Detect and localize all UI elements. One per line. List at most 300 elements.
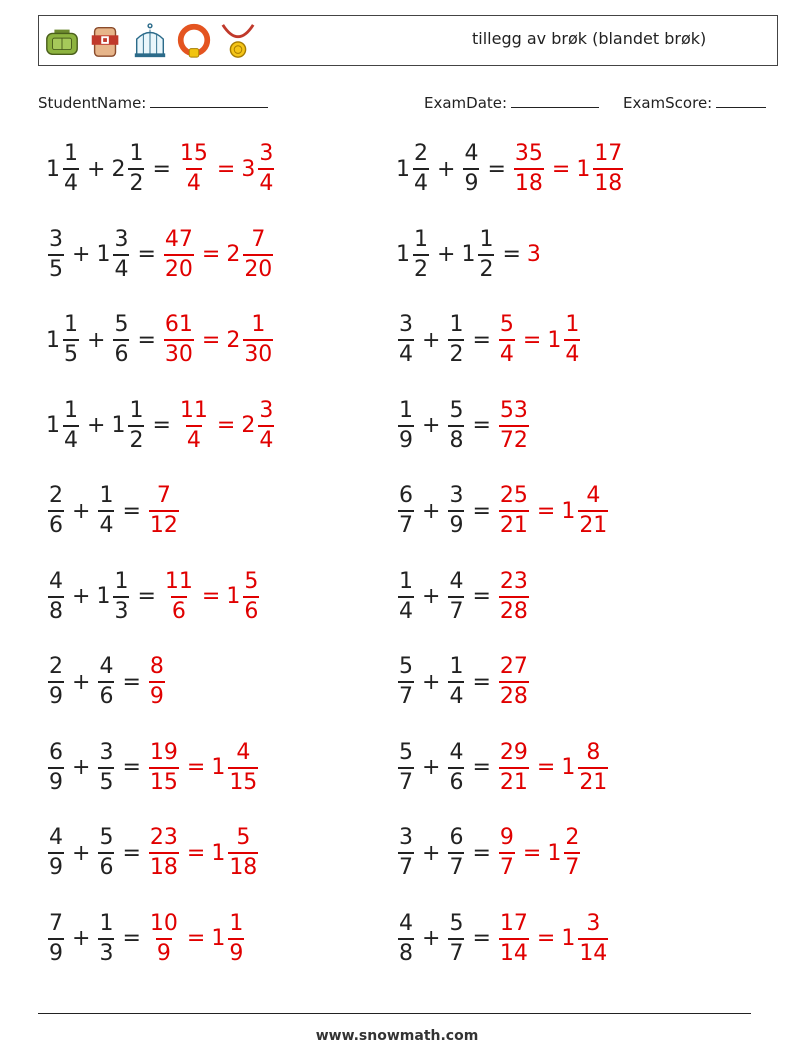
problem-item	[46, 226, 275, 282]
numerator: 1	[449, 654, 464, 679]
numerator: 27	[499, 654, 528, 679]
numerator: 1	[251, 312, 266, 337]
problem-item	[396, 656, 531, 708]
equals-sign: =	[472, 498, 491, 524]
denominator: 72	[499, 425, 529, 452]
mixed-number	[147, 739, 181, 795]
denominator: 7	[448, 852, 464, 879]
denominator: 4	[448, 681, 464, 708]
mixed-number	[497, 910, 531, 966]
mixed-number	[211, 739, 260, 795]
fraction	[448, 314, 464, 366]
equals-sign: =	[551, 156, 571, 182]
mixed-number	[497, 485, 531, 537]
mixed-number	[396, 656, 416, 708]
numerator: 7	[251, 226, 266, 252]
equals-sign: =	[122, 669, 141, 695]
numerator: 4	[399, 910, 413, 936]
answer	[147, 827, 260, 879]
fraction	[243, 314, 273, 366]
denominator: 15	[228, 767, 258, 794]
whole-part: 1	[211, 840, 226, 866]
mixed-number	[46, 568, 66, 624]
problem-item	[396, 314, 582, 366]
fraction	[243, 226, 273, 282]
student-name-blank[interactable]	[150, 93, 268, 108]
mixed-number	[46, 485, 66, 537]
mixed-number	[446, 485, 466, 537]
mixed-number	[396, 397, 416, 453]
answer	[497, 397, 531, 453]
numerator: 1	[64, 141, 78, 166]
fraction	[499, 568, 529, 624]
denominator: 4	[258, 425, 274, 452]
fraction	[179, 143, 209, 195]
whole-part: 2	[241, 413, 256, 438]
equals-sign: =	[201, 327, 221, 353]
fraction	[398, 910, 414, 966]
equals-sign: =	[152, 156, 171, 182]
equals-sign: =	[472, 669, 491, 695]
whole-part: 1	[561, 926, 576, 951]
numerator: 7	[49, 910, 63, 936]
fraction	[48, 739, 64, 795]
denominator: 7	[398, 681, 414, 708]
mixed-number	[46, 827, 66, 879]
fraction	[448, 568, 464, 624]
plus-sign: +	[422, 755, 441, 780]
fraction	[98, 485, 114, 537]
fraction	[448, 656, 464, 708]
plus-sign: +	[72, 584, 91, 609]
denominator: 21	[499, 767, 529, 794]
denominator: 6	[243, 596, 259, 623]
fraction	[258, 143, 274, 195]
equals-sign: =	[487, 156, 506, 182]
whole-part: 1	[547, 840, 562, 866]
ring-icon	[175, 21, 213, 61]
mixed-number	[46, 226, 66, 282]
whole-part: 3	[526, 242, 541, 267]
plus-sign: +	[72, 498, 91, 524]
fraction	[499, 485, 529, 537]
mixed-number	[46, 143, 81, 195]
denominator: 8	[48, 596, 64, 623]
problem-item	[396, 226, 542, 282]
numerator: 1	[64, 312, 78, 337]
denominator: 30	[164, 339, 194, 366]
equals-sign: =	[472, 926, 491, 951]
denominator: 28	[499, 596, 529, 623]
equals-sign: =	[201, 242, 221, 267]
numerator: 1	[479, 226, 494, 252]
mixed-number	[446, 910, 466, 966]
denominator: 6	[98, 681, 114, 708]
plus-sign: +	[422, 584, 441, 609]
mixed-number	[396, 568, 416, 624]
whole-part: 1	[46, 327, 60, 353]
denominator: 21	[578, 510, 608, 537]
denominator: 3	[113, 596, 129, 623]
denominator: 9	[48, 767, 64, 794]
whole-part: 2	[111, 156, 126, 182]
numerator: 61	[164, 312, 193, 337]
numerator: 4	[586, 483, 601, 508]
numerator: 29	[499, 739, 528, 765]
plus-sign: +	[422, 327, 441, 353]
numerator: 2	[49, 654, 63, 679]
mixed-number	[147, 485, 181, 537]
fraction	[448, 739, 464, 795]
plus-sign: +	[422, 413, 441, 438]
fraction	[578, 910, 608, 966]
footer-divider	[38, 1013, 751, 1014]
fraction	[149, 739, 179, 795]
fraction	[448, 485, 464, 537]
equals-sign: =	[472, 755, 491, 780]
worksheet-header	[38, 15, 778, 66]
answer	[147, 910, 246, 966]
numerator: 5	[399, 739, 413, 765]
medal-icon	[219, 21, 257, 61]
denominator: 15	[149, 767, 179, 794]
fraction	[398, 485, 414, 537]
numerator: 1	[64, 397, 78, 423]
problem-item	[46, 485, 181, 537]
plus-sign: +	[422, 498, 441, 524]
equals-sign: =	[472, 584, 491, 609]
numerator: 3	[114, 226, 129, 252]
mixed-number	[497, 314, 517, 366]
problem-item	[46, 739, 260, 795]
mixed-number	[111, 314, 131, 366]
mixed-number	[46, 739, 66, 795]
fraction	[98, 910, 114, 966]
equals-sign: =	[472, 327, 491, 353]
denominator: 2	[448, 339, 464, 366]
plus-sign: +	[72, 840, 91, 866]
mixed-number	[561, 739, 610, 795]
mixed-number	[111, 143, 146, 195]
numerator: 6	[399, 483, 413, 508]
fraction	[164, 568, 194, 624]
answer	[162, 568, 261, 624]
whole-part: 1	[561, 755, 576, 780]
denominator: 4	[113, 254, 129, 281]
plus-sign: +	[437, 242, 456, 267]
numerator: 4	[449, 568, 464, 594]
numerator: 11	[164, 568, 193, 594]
fraction	[48, 485, 64, 537]
answer	[147, 656, 167, 708]
denominator: 18	[228, 852, 258, 879]
exam-date-blank[interactable]	[511, 93, 599, 108]
student-name-field	[38, 93, 268, 112]
numerator: 3	[449, 483, 464, 508]
fraction	[413, 226, 429, 282]
mixed-number	[446, 827, 466, 879]
mixed-number	[446, 739, 466, 795]
numerator: 4	[449, 739, 464, 765]
problem-item	[46, 656, 167, 708]
answer	[147, 739, 260, 795]
equals-sign: =	[122, 755, 141, 780]
plus-sign: +	[422, 926, 441, 951]
numerator: 17	[594, 141, 623, 166]
numerator: 8	[586, 739, 601, 765]
plus-sign: +	[72, 242, 91, 267]
numerator: 5	[236, 825, 251, 850]
answer	[497, 314, 582, 366]
whole-part: 1	[96, 242, 111, 267]
denominator: 4	[63, 425, 79, 452]
equals-sign: =	[186, 926, 206, 951]
mixed-number	[497, 397, 531, 453]
denominator: 2	[413, 254, 429, 281]
fraction	[398, 568, 414, 624]
denominator: 4	[413, 168, 429, 195]
mixed-number	[241, 397, 276, 453]
fraction	[499, 656, 529, 708]
denominator: 21	[578, 767, 608, 794]
problem-item	[46, 397, 276, 453]
mixed-number	[497, 739, 531, 795]
numerator: 1	[229, 910, 244, 936]
fraction	[113, 568, 129, 624]
mixed-number	[547, 314, 582, 366]
fraction	[398, 827, 414, 879]
equals-sign: =	[122, 498, 141, 524]
belt-pouch-icon	[87, 21, 125, 61]
numerator: 5	[99, 825, 114, 850]
whole-part: 1	[211, 755, 226, 780]
equals-sign: =	[186, 840, 206, 866]
fraction	[398, 739, 414, 795]
denominator: 7	[448, 596, 464, 623]
denominator: 18	[514, 168, 544, 195]
denominator: 21	[499, 510, 529, 537]
equals-sign: =	[137, 584, 156, 609]
numerator: 2	[49, 483, 63, 508]
fraction	[113, 226, 129, 282]
fraction	[113, 314, 129, 366]
mixed-number	[162, 226, 196, 282]
plus-sign: +	[87, 327, 106, 353]
mixed-number	[211, 910, 246, 966]
plus-sign: +	[72, 755, 91, 780]
denominator: 7	[398, 767, 414, 794]
fraction	[164, 314, 194, 366]
exam-score-blank[interactable]	[716, 93, 766, 108]
exam-score-field	[623, 93, 766, 112]
mixed-number	[96, 827, 116, 879]
whole-part: 3	[241, 156, 256, 182]
denominator: 2	[128, 425, 144, 452]
denominator: 20	[243, 254, 273, 281]
worksheet-title: tillegg av brøk (blandet brøk)	[472, 29, 707, 48]
fraction	[499, 739, 529, 795]
fraction	[258, 397, 274, 453]
fraction	[149, 656, 165, 708]
denominator: 9	[48, 852, 64, 879]
problem-item	[396, 568, 531, 624]
denominator: 2	[478, 254, 494, 281]
numerator: 6	[49, 739, 63, 765]
denominator: 4	[499, 339, 515, 366]
fraction	[149, 485, 179, 537]
problem-item	[46, 143, 276, 195]
denominator: 28	[499, 681, 529, 708]
denominator: 4	[63, 168, 79, 195]
denominator: 7	[398, 510, 414, 537]
denominator: 7	[448, 938, 464, 965]
mixed-number	[177, 143, 211, 195]
denominator: 18	[593, 168, 623, 195]
fraction	[514, 143, 544, 195]
problem-item	[396, 827, 582, 879]
denominator: 8	[448, 425, 464, 452]
whole-part: 1	[547, 327, 562, 353]
problem-item	[46, 568, 261, 624]
mixed-number	[96, 656, 116, 708]
numerator: 2	[565, 825, 580, 850]
whole-part: 1	[226, 584, 241, 609]
whole-part: 1	[461, 242, 476, 267]
numerator: 1	[414, 226, 428, 252]
mixed-number	[46, 397, 81, 453]
numerator: 25	[499, 483, 528, 508]
numerator: 1	[565, 312, 580, 337]
answer	[497, 656, 531, 708]
exam-date-label: ExamDate:	[424, 94, 508, 112]
numerator: 53	[499, 397, 528, 423]
numerator: 35	[514, 141, 543, 166]
mixed-number	[111, 397, 146, 453]
fraction	[593, 143, 623, 195]
student-name-label: StudentName:	[38, 94, 147, 112]
mixed-number	[46, 656, 66, 708]
whole-part: 1	[46, 156, 60, 182]
fraction	[398, 397, 414, 453]
fraction	[463, 143, 479, 195]
numerator: 7	[156, 483, 171, 508]
fraction	[564, 314, 580, 366]
fraction	[48, 827, 64, 879]
numerator: 3	[259, 397, 274, 423]
plus-sign: +	[87, 156, 106, 182]
numerator: 17	[499, 910, 528, 936]
numerator: 5	[449, 910, 464, 936]
denominator: 5	[98, 767, 114, 794]
whole-part: 1	[96, 584, 111, 609]
numerator: 3	[49, 226, 63, 252]
fraction	[499, 827, 515, 879]
denominator: 9	[398, 425, 414, 452]
mixed-number	[96, 226, 131, 282]
problem-item	[46, 314, 275, 366]
fraction	[499, 397, 529, 453]
answer	[512, 143, 625, 195]
numerator: 8	[149, 654, 164, 679]
equals-sign: =	[522, 840, 542, 866]
equals-sign: =	[122, 926, 141, 951]
denominator: 4	[98, 510, 114, 537]
fraction	[448, 827, 464, 879]
mixed-number	[396, 739, 416, 795]
fraction	[63, 143, 79, 195]
fraction	[48, 910, 64, 966]
denominator: 14	[578, 938, 608, 965]
fraction	[98, 739, 114, 795]
mixed-number	[147, 910, 181, 966]
numerator: 3	[586, 910, 601, 936]
denominator: 7	[398, 852, 414, 879]
plus-sign: +	[422, 669, 441, 695]
answer	[177, 397, 276, 453]
denominator: 4	[186, 425, 202, 452]
fraction	[398, 314, 414, 366]
mixed-number	[396, 143, 431, 195]
denominator: 4	[398, 339, 414, 366]
mixed-number	[561, 485, 610, 537]
mixed-number	[446, 314, 466, 366]
equals-sign: =	[137, 327, 156, 353]
whole-part: 1	[211, 926, 226, 951]
whole-part: 1	[396, 242, 410, 267]
mixed-number	[96, 485, 116, 537]
denominator: 4	[564, 339, 580, 366]
answer	[497, 827, 582, 879]
mixed-number	[461, 226, 496, 282]
fraction	[98, 827, 114, 879]
numerator: 1	[99, 910, 114, 936]
numerator: 3	[99, 739, 114, 765]
whole-part: 1	[396, 156, 410, 182]
numerator: 19	[149, 739, 178, 765]
equals-sign: =	[137, 242, 156, 267]
mixed-number	[497, 568, 531, 624]
denominator: 9	[149, 681, 165, 708]
mixed-number	[396, 314, 416, 366]
plus-sign: +	[422, 840, 441, 866]
fraction	[413, 143, 429, 195]
mixed-number	[512, 143, 546, 195]
problem-item	[396, 485, 610, 537]
equals-sign: =	[122, 840, 141, 866]
mixed-number	[461, 143, 481, 195]
numerator: 1	[114, 568, 129, 594]
fraction	[499, 910, 529, 966]
footer-website: www.snowmath.com	[315, 1028, 479, 1044]
problem-item	[396, 910, 610, 966]
plus-sign: +	[72, 926, 91, 951]
mixed-number	[446, 568, 466, 624]
mixed-number	[96, 739, 116, 795]
whole-part: 1	[46, 413, 60, 438]
denominator: 8	[398, 938, 414, 965]
fraction	[98, 656, 114, 708]
mixed-number	[527, 242, 542, 267]
numerator: 2	[414, 141, 428, 166]
answer	[497, 485, 610, 537]
denominator: 6	[113, 339, 129, 366]
mixed-number	[147, 827, 181, 879]
denominator: 9	[228, 938, 244, 965]
denominator: 9	[48, 681, 64, 708]
numerator: 1	[399, 568, 413, 594]
mixed-number	[396, 827, 416, 879]
answer	[147, 485, 181, 537]
